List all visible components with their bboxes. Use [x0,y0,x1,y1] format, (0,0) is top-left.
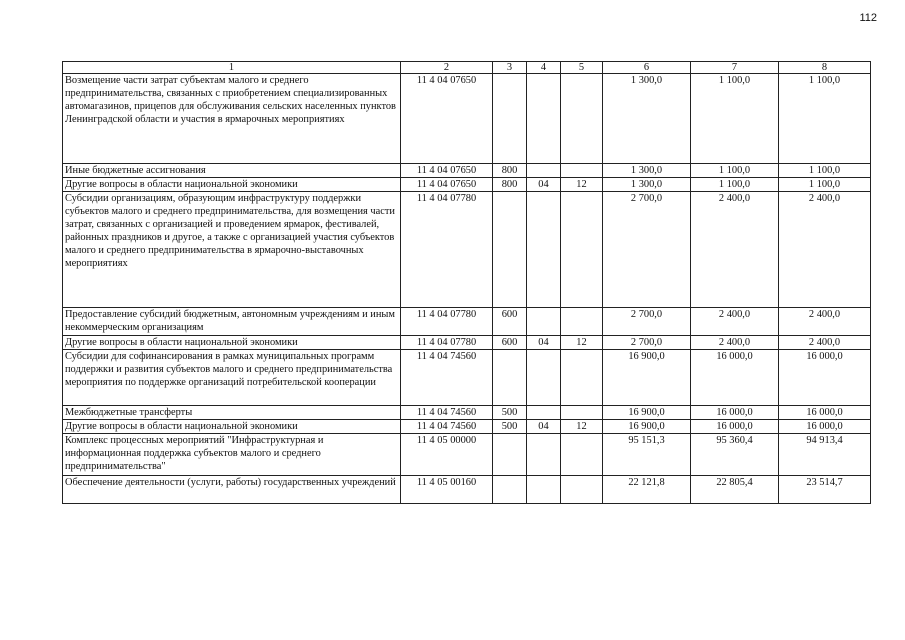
row-type: 800 [493,164,527,178]
row-value-6: 2 700,0 [603,336,691,350]
row-section [527,406,561,420]
row-code: 11 4 04 07780 [401,192,493,308]
row-value-6: 22 121,8 [603,476,691,504]
row-name: Возмещение части затрат субъектам малого и среднего предпринимательства, связанных с приобретением специализированных автомагазинов, прицепов для обслуживания сельских населенных пунктов Ленинградской области и участия в ярмарочных мероприятиях [63,74,401,164]
row-code: 11 4 04 07650 [401,74,493,164]
row-section: 04 [527,336,561,350]
row-code: 11 4 04 07780 [401,308,493,336]
row-subsection: 12 [561,178,603,192]
row-type: 500 [493,406,527,420]
row-value-7: 16 000,0 [691,406,779,420]
row-code: 11 4 04 07780 [401,336,493,350]
row-section [527,434,561,476]
row-name: Обеспечение деятельности (услуги, работы) государственных учреждений [63,476,401,504]
row-section: 04 [527,420,561,434]
column-header: 1 [63,62,401,74]
row-code: 11 4 05 00000 [401,434,493,476]
row-name: Субсидии организациям, образующим инфраструктуру поддержки субъектов малого и среднего предпринимательства, для возмещения части затрат, связанных с организацией и проведением ярмарок, фестивалей, районных праздников и другое, а также с организацией участия субъектов малого и среднего предпринимательства в ярмарочно-выставочных мероприятиях [63,192,401,308]
row-value-8: 2 400,0 [779,192,871,308]
table-row [63,406,871,420]
table-row [63,420,871,434]
row-section: 04 [527,178,561,192]
row-type [493,192,527,308]
table-row [63,74,871,164]
column-header: 8 [779,62,871,74]
row-value-6: 2 700,0 [603,308,691,336]
row-section [527,308,561,336]
row-subsection [561,434,603,476]
row-value-7: 2 400,0 [691,336,779,350]
row-name: Другие вопросы в области национальной экономики [63,178,401,192]
row-code: 11 4 04 74560 [401,420,493,434]
row-value-8: 23 514,7 [779,476,871,504]
table-row [63,350,871,406]
row-subsection [561,476,603,504]
table-row [63,476,871,504]
row-subsection [561,350,603,406]
row-value-8: 94 913,4 [779,434,871,476]
row-value-6: 16 900,0 [603,420,691,434]
row-value-7: 16 000,0 [691,420,779,434]
row-value-7: 2 400,0 [691,308,779,336]
row-value-8: 1 100,0 [779,178,871,192]
column-header: 2 [401,62,493,74]
column-header: 3 [493,62,527,74]
row-value-8: 16 000,0 [779,420,871,434]
row-value-6: 95 151,3 [603,434,691,476]
column-header: 6 [603,62,691,74]
row-type: 500 [493,420,527,434]
row-value-8: 16 000,0 [779,350,871,406]
row-subsection [561,308,603,336]
row-value-8: 1 100,0 [779,164,871,178]
row-section [527,350,561,406]
row-code: 11 4 04 07650 [401,178,493,192]
row-value-6: 1 300,0 [603,164,691,178]
row-code: 11 4 05 00160 [401,476,493,504]
row-name: Субсидии для софинансирования в рамках муниципальных программ поддержки и развития субъектов малого и среднего предпринимательства мероприятия по поддержке организаций потребительской кооперации [63,350,401,406]
row-value-7: 22 805,4 [691,476,779,504]
header-row [63,62,871,74]
row-name: Межбюджетные трансферты [63,406,401,420]
row-subsection [561,164,603,178]
row-value-6: 16 900,0 [603,350,691,406]
row-code: 11 4 04 07650 [401,164,493,178]
row-subsection [561,192,603,308]
row-value-8: 2 400,0 [779,308,871,336]
column-header: 7 [691,62,779,74]
table-row [63,178,871,192]
row-value-6: 1 300,0 [603,74,691,164]
row-value-7: 1 100,0 [691,178,779,192]
table-row [63,308,871,336]
row-type [493,350,527,406]
row-section [527,476,561,504]
row-type [493,476,527,504]
row-value-8: 1 100,0 [779,74,871,164]
budget-table [62,61,871,504]
row-value-7: 1 100,0 [691,164,779,178]
row-name: Комплекс процессных мероприятий "Инфраструктурная и информационная поддержка субъектов малого и среднего предпринимательства" [63,434,401,476]
row-value-8: 2 400,0 [779,336,871,350]
page-number: 112 [859,12,877,24]
row-section [527,192,561,308]
row-name: Предоставление субсидий бюджетным, автономным учреждениям и иным некоммерческим организациям [63,308,401,336]
row-value-7: 16 000,0 [691,350,779,406]
row-code: 11 4 04 74560 [401,406,493,420]
row-subsection [561,406,603,420]
row-value-8: 16 000,0 [779,406,871,420]
row-value-7: 1 100,0 [691,74,779,164]
row-section [527,74,561,164]
row-subsection: 12 [561,420,603,434]
row-value-7: 95 360,4 [691,434,779,476]
row-type [493,434,527,476]
row-value-6: 16 900,0 [603,406,691,420]
row-name: Другие вопросы в области национальной экономики [63,420,401,434]
row-name: Другие вопросы в области национальной экономики [63,336,401,350]
row-value-7: 2 400,0 [691,192,779,308]
row-type: 600 [493,308,527,336]
table-row [63,192,871,308]
row-subsection: 12 [561,336,603,350]
row-value-6: 1 300,0 [603,178,691,192]
row-value-6: 2 700,0 [603,192,691,308]
row-type: 800 [493,178,527,192]
row-name: Иные бюджетные ассигнования [63,164,401,178]
row-subsection [561,74,603,164]
column-header: 5 [561,62,603,74]
column-header: 4 [527,62,561,74]
row-type: 600 [493,336,527,350]
row-code: 11 4 04 74560 [401,350,493,406]
row-section [527,164,561,178]
table-row [63,164,871,178]
row-type [493,74,527,164]
table-row [63,434,871,476]
table-row [63,336,871,350]
